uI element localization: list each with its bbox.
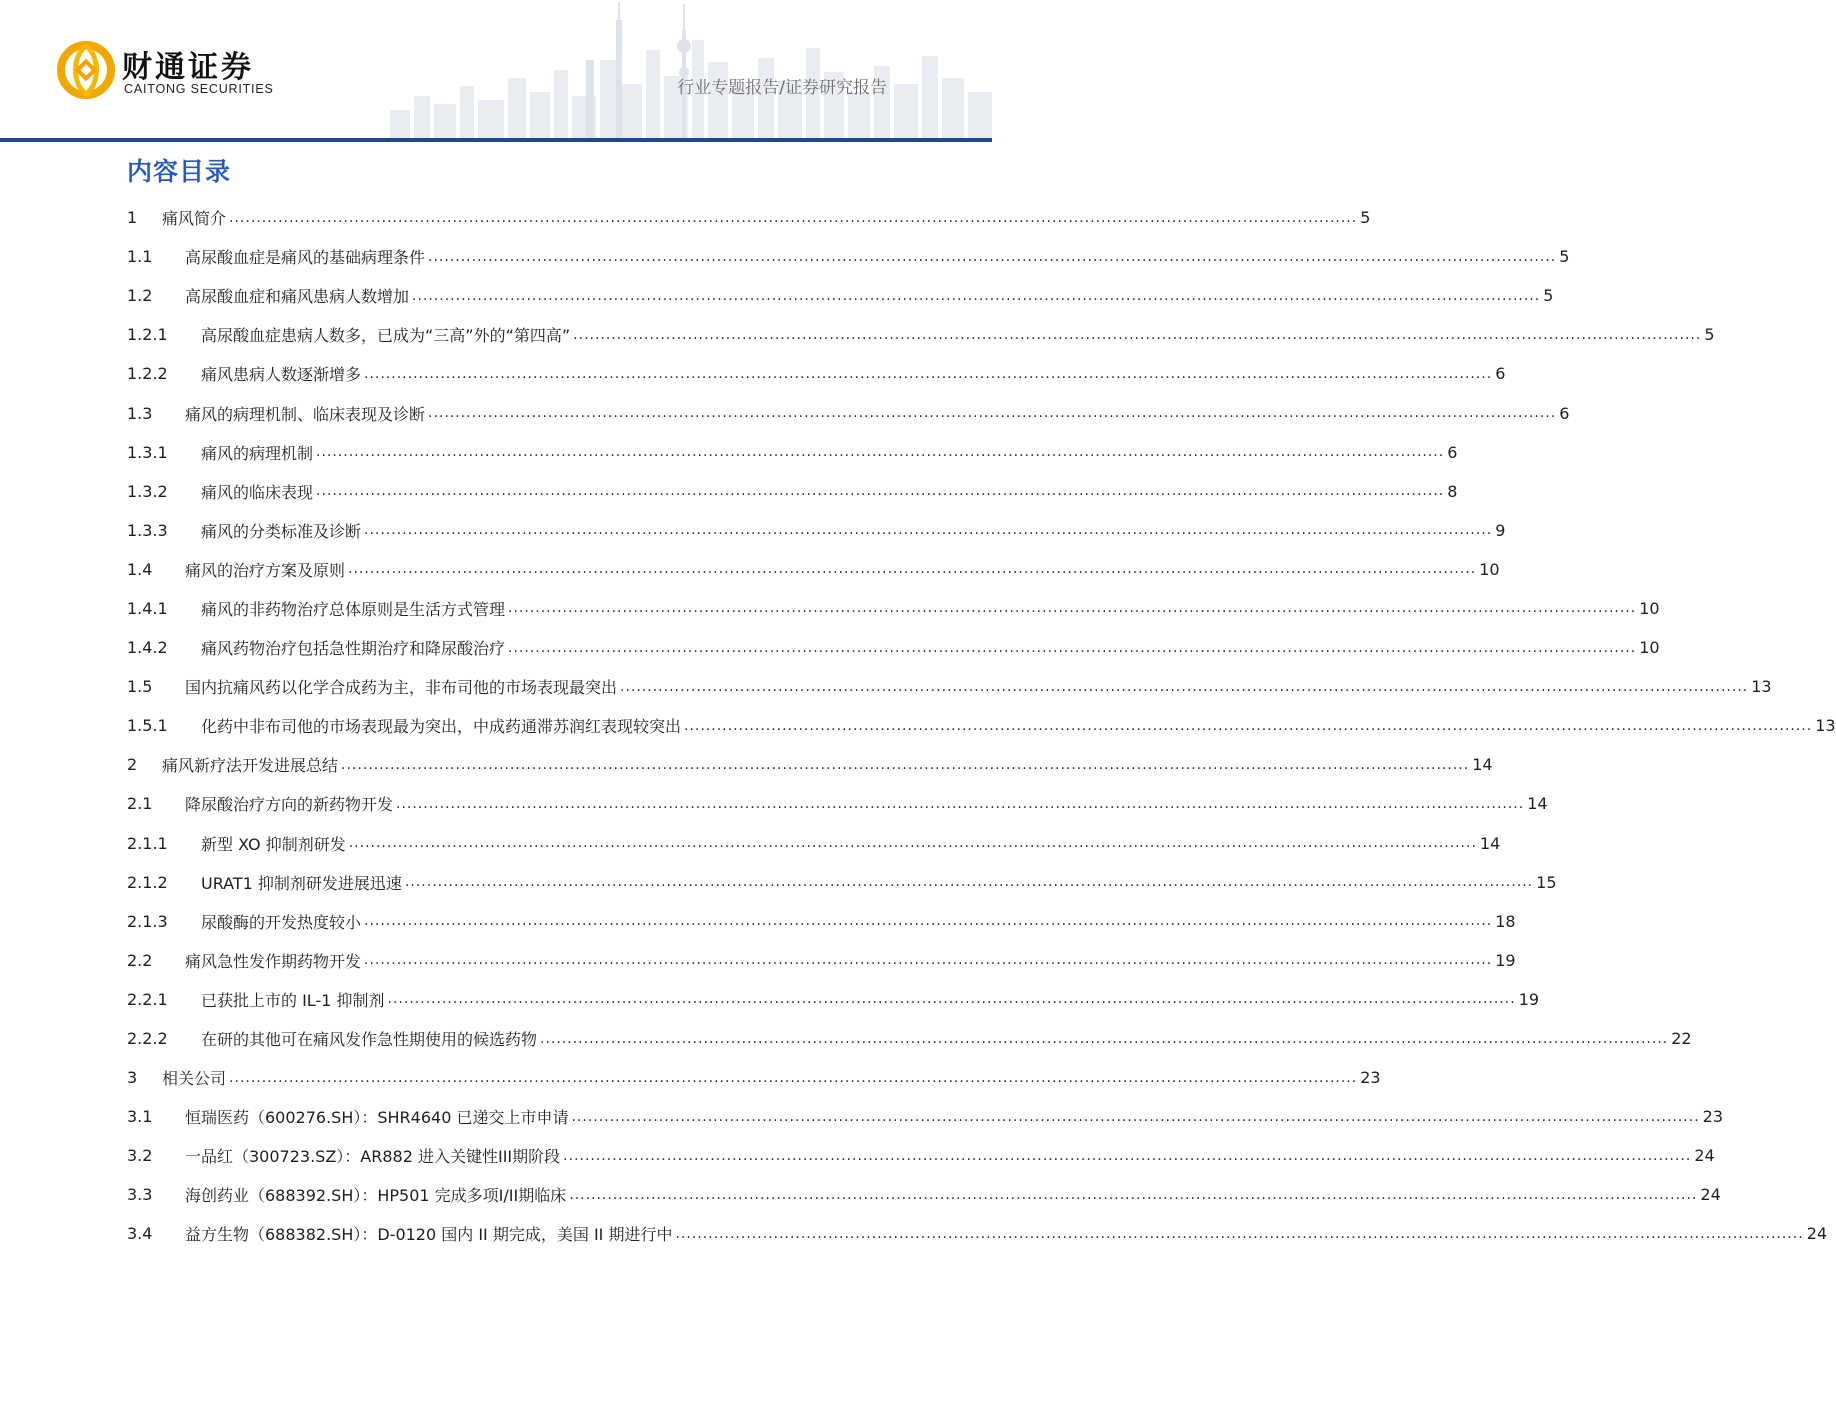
toc-entry[interactable] — [127, 941, 1516, 980]
toc-entry[interactable] — [127, 1136, 1715, 1175]
logo-english-name: CAITONG SECURITIES — [124, 82, 274, 96]
toc-entry-page-number: 5 — [1704, 325, 1715, 345]
toc-entry-page-number: 13 — [1815, 716, 1836, 736]
toc-entry-page-number: 24 — [1700, 1185, 1721, 1205]
toc-dot-leader — [573, 326, 1701, 344]
toc-entry-number: 2.2 — [127, 950, 153, 970]
toc-entry-number: 3 — [127, 1068, 138, 1088]
toc-entry[interactable] — [127, 589, 1660, 628]
toc-entry-number: 1.5.1 — [127, 716, 168, 736]
toc-entry-number: 2.2.1 — [127, 989, 168, 1009]
toc-entry-page-number: 19 — [1518, 989, 1540, 1009]
toc-dot-leader — [428, 248, 1556, 266]
toc-entry-page-number: 24 — [1694, 1146, 1715, 1166]
toc-entry[interactable] — [127, 628, 1660, 667]
toc-entry-page-number: 24 — [1806, 1224, 1828, 1244]
toc-entry-title: 已获批上市的 IL-1 抑制剂 — [201, 990, 385, 1010]
page-header — [0, 0, 992, 145]
caitong-coin-icon — [56, 40, 116, 100]
toc-entry-number: 1.1 — [127, 247, 153, 267]
toc-entry-page-number: 14 — [1479, 833, 1501, 853]
toc-entry-title: 痛风的临床表现 — [201, 482, 314, 502]
toc-entry-page-number: 10 — [1639, 598, 1660, 618]
toc-entry-page-number: 13 — [1751, 677, 1772, 697]
toc-entry-title: 痛风急性发作期药物开发 — [185, 951, 362, 971]
toc-dot-leader — [349, 834, 1477, 852]
toc-entry-number: 1.3.2 — [127, 481, 168, 501]
toc-entry-page-number: 5 — [1360, 208, 1371, 228]
toc-entry-number: 2.2.2 — [127, 1029, 168, 1049]
toc-entry-number: 1 — [127, 208, 138, 228]
toc-entry-number: 1.4 — [127, 559, 153, 579]
toc-entry-title: 高尿酸血症是痛风的基础病理条件 — [185, 248, 426, 268]
toc-entry-title: 痛风新疗法开发进展总结 — [162, 756, 339, 776]
toc-entry-title: 痛风患病人数逐渐增多 — [201, 365, 362, 385]
toc-entry[interactable] — [127, 354, 1506, 393]
toc-dot-leader — [396, 795, 1524, 813]
toc-entry-title: URAT1 抑制剂研发进展迅速 — [201, 873, 402, 893]
toc-entry[interactable] — [127, 433, 1458, 472]
toc-entry-page-number: 10 — [1639, 638, 1660, 658]
toc-entry-number: 1.5 — [127, 677, 153, 697]
toc-dot-leader — [229, 209, 1357, 227]
caitong-logo — [56, 40, 296, 104]
toc-entry-title: 降尿酸治疗方向的新药物开发 — [185, 795, 394, 815]
toc-entry-page-number: 19 — [1495, 950, 1516, 970]
toc-entry-page-number: 10 — [1479, 559, 1500, 579]
toc-dot-leader — [508, 639, 1636, 657]
toc-entry-number: 3.1 — [127, 1107, 153, 1127]
toc-entry[interactable] — [127, 1019, 1692, 1058]
toc-entry-number: 2.1.1 — [127, 833, 168, 853]
toc-entry-page-number: 14 — [1472, 755, 1493, 775]
toc-entry[interactable] — [127, 550, 1500, 589]
toc-entry-page-number: 5 — [1559, 247, 1570, 267]
toc-dot-leader — [571, 1108, 1699, 1126]
toc-entry[interactable] — [127, 1097, 1724, 1136]
toc-entry-number: 1.2.1 — [127, 325, 168, 345]
toc-entry[interactable] — [127, 198, 1371, 237]
toc-dot-leader — [428, 404, 1556, 422]
toc-entry[interactable] — [127, 472, 1458, 511]
toc-entry-title: 痛风的治疗方案及原则 — [185, 560, 346, 580]
toc-entry[interactable] — [127, 1214, 1828, 1253]
toc-entry-title: 国内抗痛风药以化学合成药为主，非布司他的市场表现最突出 — [185, 678, 618, 698]
toc-entry-title: 痛风的病理机制 — [201, 443, 314, 463]
toc-entry-title: 一品红（300723.SZ）：AR882 进入关键性III期阶段 — [185, 1147, 561, 1167]
toc-dot-leader — [364, 951, 1492, 969]
toc-entry-number: 2.1.3 — [127, 911, 168, 931]
toc-title: 内容目录 — [127, 157, 232, 186]
toc-entry-title: 痛风的分类标准及诊断 — [201, 521, 362, 541]
toc-dot-leader — [412, 287, 1540, 305]
toc-dot-leader — [563, 1147, 1691, 1165]
toc-entry-number: 1.2.2 — [127, 364, 168, 384]
toc-entry[interactable] — [127, 667, 1772, 706]
toc-dot-leader — [405, 873, 1533, 891]
toc-entry-number: 2.1 — [127, 794, 153, 814]
toc-entry[interactable] — [127, 276, 1554, 315]
report-type-label: 行业专题报告/证券研究报告 — [677, 78, 887, 98]
toc-dot-leader — [348, 560, 1476, 578]
toc-dot-leader — [341, 756, 1469, 774]
toc-entry[interactable] — [127, 745, 1493, 784]
toc-dot-leader — [316, 443, 1444, 461]
toc-entry[interactable] — [127, 863, 1557, 902]
toc-entry[interactable] — [127, 315, 1715, 354]
toc-entry-number: 1.4.1 — [127, 598, 168, 618]
toc-entry[interactable] — [127, 824, 1501, 863]
table-of-contents — [127, 198, 1836, 1254]
toc-entry-page-number: 6 — [1495, 364, 1506, 384]
toc-entry-number: 1.3.1 — [127, 442, 168, 462]
toc-entry-title: 痛风的病理机制、临床表现及诊断 — [185, 404, 426, 424]
toc-entry-title: 高尿酸血症患病人数多，已成为“三高”外的“第四高” — [201, 326, 571, 346]
toc-entry-page-number: 6 — [1559, 403, 1570, 423]
toc-entry-page-number: 23 — [1702, 1107, 1724, 1127]
toc-entry-title: 在研的其他可在痛风发作急性期使用的候选药物 — [201, 1030, 538, 1050]
toc-entry-title: 痛风药物治疗包括急性期治疗和降尿酸治疗 — [201, 639, 506, 659]
toc-dot-leader — [508, 599, 1636, 617]
toc-entry-page-number: 14 — [1527, 794, 1548, 814]
toc-entry-page-number: 18 — [1495, 911, 1516, 931]
toc-dot-leader — [229, 1069, 1357, 1087]
toc-dot-leader — [620, 678, 1748, 696]
toc-entry[interactable] — [127, 1058, 1381, 1097]
toc-entry-page-number: 15 — [1536, 872, 1557, 892]
toc-entry-page-number: 23 — [1360, 1068, 1381, 1088]
toc-entry-title: 高尿酸血症和痛风患病人数增加 — [185, 287, 410, 307]
toc-entry-page-number: 5 — [1543, 286, 1554, 306]
toc-entry-title: 益方生物（688382.SH）：D-0120 国内 II 期完成，美国 II 期进行中 — [185, 1225, 673, 1245]
toc-entry[interactable] — [127, 393, 1570, 432]
toc-entry[interactable] — [127, 237, 1570, 276]
toc-dot-leader — [364, 912, 1492, 930]
toc-dot-leader — [684, 717, 1812, 735]
toc-dot-leader — [387, 990, 1515, 1008]
toc-entry-title: 化药中非布司他的市场表现最为突出，中成药通滞苏润红表现较突出 — [201, 717, 682, 737]
toc-entry-title: 相关公司 — [162, 1069, 227, 1089]
toc-entry-number: 3.3 — [127, 1185, 153, 1205]
toc-entry-number: 1.4.2 — [127, 638, 168, 658]
toc-entry-page-number: 22 — [1671, 1029, 1692, 1049]
toc-entry-title: 尿酸酶的开发热度较小 — [201, 912, 362, 932]
toc-dot-leader — [540, 1030, 1668, 1048]
toc-entry-number: 1.3 — [127, 403, 153, 423]
toc-entry-title: 海创药业（688392.SH）：HP501 完成多项I/II期临床 — [185, 1186, 567, 1206]
toc-dot-leader — [364, 521, 1492, 539]
city-skyline-image — [390, 0, 992, 140]
toc-entry-page-number: 8 — [1447, 481, 1458, 501]
header-divider — [0, 138, 992, 142]
toc-entry-title: 痛风简介 — [162, 209, 227, 229]
toc-entry-page-number: 6 — [1447, 442, 1458, 462]
toc-dot-leader — [675, 1225, 1803, 1243]
toc-entry-number: 3.4 — [127, 1224, 153, 1244]
toc-entry-number: 3.2 — [127, 1146, 153, 1166]
toc-entry-number: 2.1.2 — [127, 872, 168, 892]
toc-entry-number: 2 — [127, 755, 138, 775]
toc-entry[interactable] — [127, 511, 1506, 550]
toc-entry[interactable] — [127, 1175, 1721, 1214]
logo-chinese-name: 财通证券 — [122, 50, 254, 85]
toc-entry[interactable] — [127, 706, 1836, 745]
toc-entry-number: 1.2 — [127, 286, 153, 306]
toc-dot-leader — [364, 365, 1492, 383]
toc-entry-title: 新型 XO 抑制剂研发 — [201, 834, 346, 854]
toc-entry-title: 痛风的非药物治疗总体原则是生活方式管理 — [201, 599, 506, 619]
toc-entry-number: 1.3.3 — [127, 520, 168, 540]
toc-entry-title: 恒瑞医药（600276.SH）：SHR4640 已递交上市申请 — [185, 1108, 569, 1128]
toc-entry-page-number: 9 — [1495, 520, 1506, 540]
toc-entry[interactable] — [127, 902, 1516, 941]
toc-dot-leader — [316, 482, 1444, 500]
toc-entry[interactable] — [127, 980, 1540, 1019]
toc-entry[interactable] — [127, 784, 1548, 823]
toc-dot-leader — [569, 1186, 1697, 1204]
